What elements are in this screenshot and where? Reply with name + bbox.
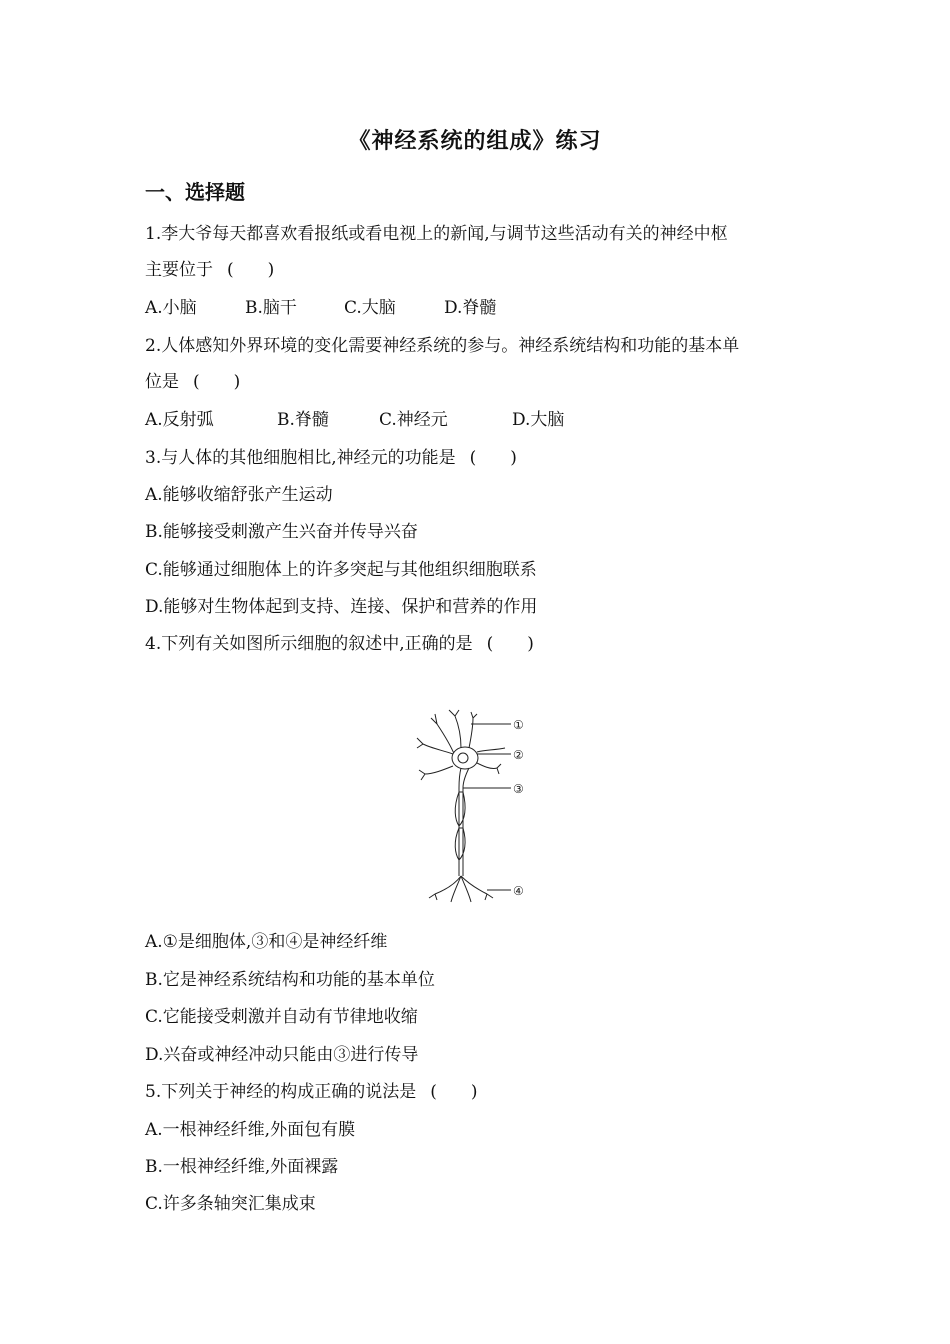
axon-terminal — [461, 876, 471, 902]
q4-stem-text: 4.下列有关如图所示细胞的叙述中,正确的是 — [145, 634, 473, 654]
q4-option-b: B.它是神经系统结构和功能的基本单位 — [145, 970, 435, 990]
q1-stem-text: 主要位于 — [145, 260, 213, 280]
q3-option-c: C.能够通过细胞体上的许多突起与其他组织细胞联系 — [145, 560, 537, 580]
q1-options — [145, 296, 496, 320]
q5-option-b: B.一根神经纤维,外面裸露 — [145, 1157, 339, 1177]
q1-stem-line1: 1.李大爷每天都喜欢看报纸或看电视上的新闻,与调节这些活动有关的神经中枢 — [145, 224, 728, 244]
figure-label-1: ① — [513, 718, 524, 732]
q2-option-d: D.大脑 — [512, 410, 565, 430]
neuron-diagram — [415, 708, 535, 908]
dendrite-branch — [431, 714, 455, 756]
q2-stem-line1: 2.人体感知外界环境的变化需要神经系统的参与。神经系统结构和功能的基本单 — [145, 336, 740, 356]
q3-option-d: D.能够对生物体起到支持、连接、保护和营养的作用 — [145, 597, 538, 617]
q1-option-b: B.脑干 — [245, 298, 297, 318]
q3-answer-blank: ( ) — [469, 448, 517, 468]
myelin-sheath — [455, 792, 465, 826]
q2-stem-text: 位是 — [145, 372, 179, 392]
q5-answer-blank: ( ) — [430, 1082, 478, 1102]
q1-option-c: C.大脑 — [344, 298, 396, 318]
q2-option-a: A.反射弧 — [145, 410, 214, 430]
q3-option-b: B.能够接受刺激产生兴奋并传导兴奋 — [145, 522, 418, 542]
dendrite-branch — [475, 762, 501, 774]
figure-label-3: ③ — [513, 782, 524, 796]
q2-answer-blank: ( ) — [193, 372, 241, 392]
figure-label-2: ② — [513, 748, 524, 762]
q4-option-d: D.兴奋或神经冲动只能由③进行传导 — [145, 1045, 419, 1065]
q5-option-c: C.许多条轴突汇集成束 — [145, 1194, 316, 1214]
q1-option-a: A.小脑 — [145, 298, 197, 318]
q2-options — [145, 408, 564, 432]
dendrite-branch — [469, 712, 477, 748]
axon-right-edge — [463, 768, 469, 876]
dendrite-branch — [419, 766, 453, 780]
page-title: 《神经系统的组成》练习 — [348, 129, 602, 154]
myelin-sheath — [455, 828, 465, 860]
q4-option-a: A.①是细胞体,③和④是神经纤维 — [145, 932, 388, 952]
axon-terminal — [451, 876, 461, 902]
section-heading: 一、选择题 — [145, 180, 245, 204]
figure-label-4: ④ — [513, 884, 524, 898]
q5-option-a: A.一根神经纤维,外面包有膜 — [145, 1120, 356, 1140]
q1-answer-blank: ( ) — [227, 260, 275, 280]
dendrite-branch — [477, 748, 505, 752]
dendrite-branch — [449, 710, 461, 748]
q1-option-d: D.脊髓 — [444, 298, 497, 318]
q2-option-b: B.脊髓 — [277, 410, 329, 430]
q4-stem — [145, 632, 534, 656]
q4-answer-blank: ( ) — [486, 634, 534, 654]
q3-option-a: A.能够收缩舒张产生运动 — [145, 485, 333, 505]
q2-option-c: C.神经元 — [379, 410, 448, 430]
q3-stem-text: 3.与人体的其他细胞相比,神经元的功能是 — [145, 448, 456, 468]
q5-stem-text: 5.下列关于神经的构成正确的说法是 — [145, 1082, 417, 1102]
q3-stem — [145, 446, 517, 470]
cell-body — [452, 747, 478, 769]
q4-option-c: C.它能接受刺激并自动有节律地收缩 — [145, 1007, 418, 1027]
q5-stem — [145, 1080, 478, 1104]
q2-stem-line2 — [145, 370, 240, 394]
q1-stem-line2 — [145, 258, 274, 282]
